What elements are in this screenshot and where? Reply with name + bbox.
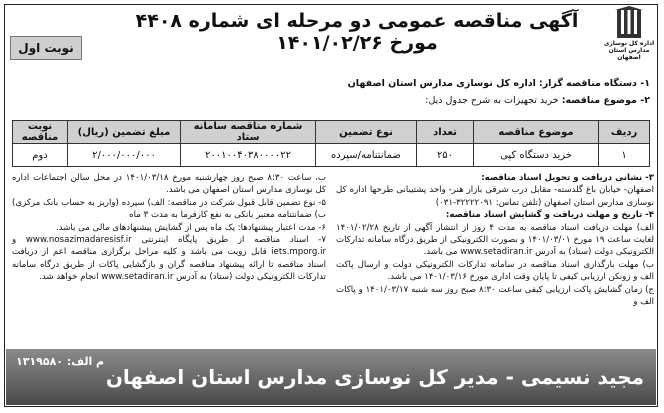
documents-websites: ۷- اسناد مناقصه از طریق پایگاه اینترنتی www.nosazimadaresisf.ir و iets.mporg.ir قابل رویت می باشد و کلیه مراحل برگزاری مناقصه اعم از دریافت اسناد مناقصه تا ارائه پیشنهاد مناقصه گران و بازگشایی پاکات از طریق درگاه سامانه تدارکات الکترونیکی دولت (ستاد) به آدرس www.setadiran.ir انجام خواهد شد. [12,235,326,283]
deadline-item-c: ج) زمان گشایش پاکت ارزیابی کیفی ساعت ۸:۳۰ صبح روز سه شنبه ۱۴۰۱/۰۳/۱۷ و پاکات الف و [336,284,654,308]
subject-label: ۲- موضوع مناقصه: [561,95,650,106]
emblem-icon [612,6,646,40]
col-header-subject: موضوع مناقصه [474,121,599,144]
subject-value: خرید تجهیزات به شرح جدول ذیل: [425,95,559,106]
cell-row-no: ۱ [599,144,650,167]
footer-bar [6,349,656,405]
left-column [12,172,326,284]
col-header-guarantee-amount: مبلغ تضمین (ریال) [68,121,181,144]
notice-title: آگهی مناقصه عمومی دو مرحله ای شماره ۴۴۰۸ مورخ ۱۴۰۱/۰۲/۲۶ [135,10,579,54]
right-column [336,172,654,308]
col-header-setad-number: شماره مناقصه سامانه ستاد [181,121,316,144]
cell-setad-number: ۲۰۰۱۰۰۴۰۳۸۰۰۰۰۲۲ [181,144,316,167]
organizer-label: ۱- دستگاه مناقصه گزار: [538,78,650,89]
organization-logo [600,6,658,66]
col-header-guarantee-type: نوع تضمین [316,121,417,144]
deadline-item-a: الف) مهلت دریافت اسناد مناقصه به مدت ۴ روز از انتشار آگهی از تاریخ ۱۴۰۱/۰۲/۲۸ لغایت ساعت ۱۹ مورخ ۱۴۰۱/۰۳/۰۱ و بصورت الکترونیکی از طریق درگاه سامانه تدارکات الکترونیکی دولت (ستاد) به آدرس www.setadiran.ir می باشد. [336,222,654,258]
deadline-item-b: ب) مهلت بارگذاری اسناد مناقصه در سامانه تدارکات الکترونیکی دولت و ارسال پاکت الف و زونکن ارزیابی کیفی تا پایان وقت اداری مورخ ۱۴۰۱/۰۳/۱۶ می باشد. [336,259,654,283]
table-row [13,144,650,167]
deadline-heading: ۴- تاریخ و مهلت دریافت و گشایش اسناد مناقصه: [445,210,654,221]
validity-period: ۶- مدت اعتبار پیشنهادها: یک ماه پس از گشایش پیشنهادهای مالی می باشد. [55,222,326,233]
signature-line: مجید نسیمی - مدیر کل نوسازی مدارس استان اصفهان [105,365,644,389]
col-header-round: نوبت مناقصه [13,121,68,144]
tender-table [12,120,650,167]
address-text: اصفهان- خیابان باغ گلدسته- مقابل درب شرقی بازار هنر- واحد پشتیبانی طرحها اداره کل نوسازی مدارس استان اصفهان (تلفن تماس: ۳۲۲۲۲۰۹۱-۰۳۱) [336,185,654,208]
cell-subject: خرید دستگاه کپی [474,144,599,167]
address-heading: ۳- نشانی دریافت و تحویل اسناد مناقصه: [481,173,654,183]
col-header-quantity: تعداد [417,121,474,144]
intro-line-1 [348,78,650,89]
intro-line-2 [425,95,650,106]
cell-guarantee-amount: ۲/۰۰۰/۰۰۰/۰۰۰ [68,144,181,167]
guarantee-types: ۵- نوع تضمین قابل قبول شرکت در مناقصه: الف) سپرده (واریز به حساب بانک مرکزی) ب) ضمانتنامه معتبر بانکی به نفع کارفرما به مدت ۳ ماه [12,197,326,221]
table-header-row [13,121,650,144]
organizer-value: اداره کل نوسازی مدارس استان اصفهان [347,78,536,89]
col-header-row-no: ردیف [599,121,650,144]
cell-round: دوم [13,144,68,167]
logo-text: اداره کل نوسازی مدارس استان اصفهان [603,40,655,61]
cell-quantity: ۲۵۰ [417,144,474,167]
reference-number: م الف: ۱۳۱۹۵۸۰ [16,355,105,368]
opening-continuation: ب، ساعت ۸:۳۰ صبح روز چهارشنبه مورخ ۱۴۰۱/۰۳/۱۸ در محل سالن اجتماعات اداره کل نوسازی مدارس استان اصفهان می باشد. [12,173,326,196]
cell-guarantee-type: ضمانتنامه/سپرده [316,144,417,167]
round-badge: نوبت اول [10,36,82,60]
